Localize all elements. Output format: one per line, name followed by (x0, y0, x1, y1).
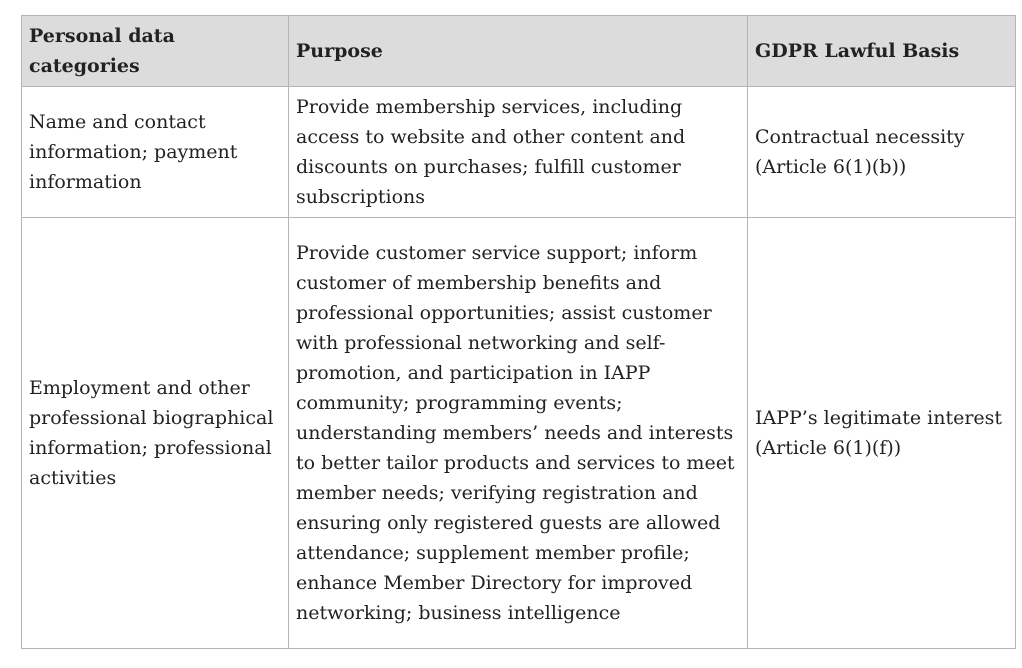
category-text: Name and contact information; payment information (29, 111, 238, 193)
header-row (22, 16, 1016, 87)
cell-basis (748, 218, 1016, 649)
purpose-text: Provide membership services, including access to website and other content and discounts on purchases; fulfill customer subscriptions (296, 96, 686, 208)
cell-purpose (289, 87, 748, 218)
cell-purpose (289, 218, 748, 649)
table-header (22, 16, 1016, 87)
gdpr-lawful-basis-table (21, 15, 1016, 649)
header-personal-data-categories: Personal data categories (22, 16, 289, 87)
table-row (22, 218, 1016, 649)
category-text: Employment and other professional biographical information; professional activities (29, 377, 274, 489)
table-row (22, 87, 1016, 218)
table-body (22, 87, 1016, 649)
header-purpose: Purpose (289, 16, 748, 87)
basis-text: Contractual necessity (Article 6(1)(b)) (755, 126, 965, 178)
basis-text: IAPP’s legitimate interest (Article 6(1)(f)) (755, 407, 1003, 459)
cell-basis (748, 87, 1016, 218)
cell-category (22, 87, 289, 218)
cell-category (22, 218, 289, 649)
header-gdpr-lawful-basis: GDPR Lawful Basis (748, 16, 1016, 87)
purpose-text: Provide customer service support; inform customer of membership benefits and professional opportunities; assist customer with professional networking and self-promotion, and participation in IAPP community; programming events; understanding members’ needs and interests to better tailor products and services to meet member needs; verifying registration and ensuring only registered guests are allowed attendance; supplement member profile; enhance Member Directory for improved networking; business intelligence (296, 242, 735, 624)
